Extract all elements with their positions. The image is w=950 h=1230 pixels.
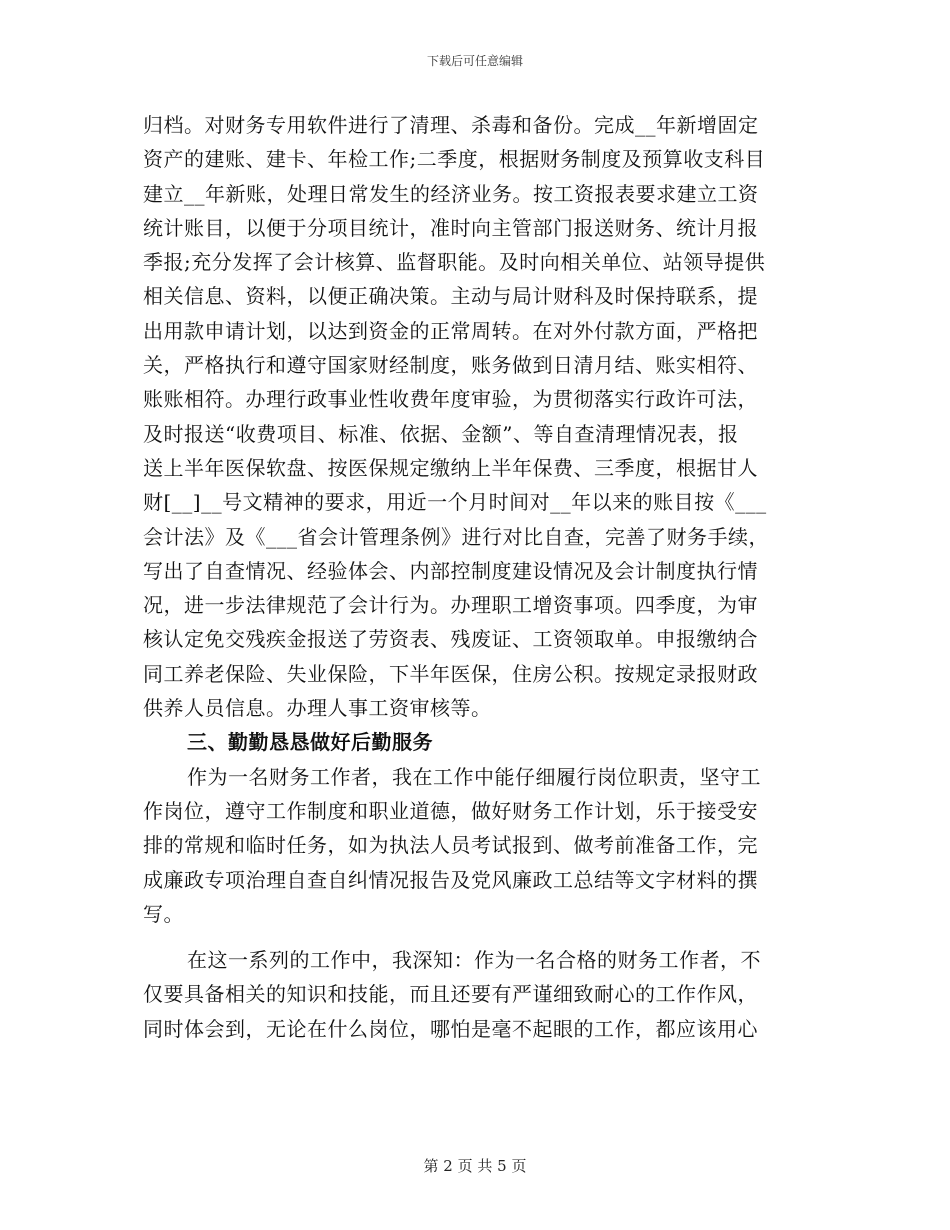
text-line: 财[__]__号文精神的要求，用近一个月时间对__年以来的账目按《___ — [143, 490, 767, 515]
text-line: 会计法》及《___省会计管理条例》进行对比自查，完善了财务手续， — [143, 524, 769, 549]
text-line: 写出了自查情况、经验体会、内部控制度建设情况及会计制度执行情 — [143, 558, 758, 583]
text-line: 相关信息、资料，以便正确决策。主动与局计财科及时保持联系，提 — [143, 284, 758, 309]
paragraph-3 — [143, 943, 807, 1046]
text-line: 况，进一步法律规范了会计行为。办理职工增资事项。四季度，为审 — [143, 593, 758, 618]
paragraph-gap — [143, 931, 807, 943]
text-line: 建立__年新账，处理日常发生的经济业务。按工资报表要求建立工资 — [143, 181, 759, 206]
text-line: 仅要具备相关的知识和技能，而且还要有严谨细致耐心的工作作风， — [143, 982, 758, 1007]
text-line: 及时报送“收费项目、标准、依据、金额”、等自查清理情况表，报 — [143, 421, 739, 446]
section-heading: 三、勤勤恳恳做好后勤服务 — [187, 730, 433, 755]
text-line: 统计账目，以便于分项目统计，准时向主管部门报送财务、统计月报 — [143, 215, 758, 240]
text-line: 季报;充分发挥了会计核算、监督职能。及时向相关单位、站领导提供 — [143, 250, 766, 275]
text-line: 出用款申请计划，以达到资金的正常周转。在对外付款方面，严格把 — [143, 318, 758, 343]
text-line: 同工养老保险、失业保险，下半年医保，住房公积。按规定录报财政 — [143, 661, 758, 686]
page-number: 第 2 页 共 5 页 — [423, 1157, 527, 1175]
text-line: 资产的建账、建卡、年检工作;二季度，根据财务制度及预算收支科目 — [143, 147, 766, 172]
text-line: 作为一名财务工作者，我在工作中能仔细履行岗位职责，坚守工 — [187, 764, 761, 789]
text-line: 关，严格执行和遵守国家财经制度，账务做到日清月结、账实相符、 — [143, 353, 758, 378]
text-line: 作岗位，遵守工作制度和职业道德，做好财务工作计划，乐于接受安 — [143, 798, 758, 823]
text-line: 写。 — [143, 901, 184, 926]
text-line: 核认定免交残疾金报送了劳资表、残废证、工资领取单。申报缴纳合 — [143, 627, 758, 652]
paragraph-1 — [143, 108, 807, 725]
text-line: 成廉政专项治理自查自纠情况报告及党风廉政工总结等文字材料的撰 — [143, 867, 758, 892]
text-line: 供养人员信息。办理人事工资审核等。 — [143, 696, 492, 721]
text-line: 排的常规和临时任务，如为执法人员考试报到、做考前准备工作，完 — [143, 833, 758, 858]
text-line: 送上半年医保软盘、按医保规定缴纳上半年保费、三季度，根据甘人 — [143, 455, 758, 480]
paragraph-2 — [143, 760, 807, 931]
text-line: 归档。对财务专用软件进行了清理、杀毒和备份。完成__年新增固定 — [143, 113, 759, 137]
text-line: 账账相符。办理行政事业性收费年度审验，为贯彻落实行政许可法， — [143, 387, 758, 412]
text-line: 同时体会到，无论在什么岗位，哪怕是毫不起眼的工作，都应该用心 — [143, 1016, 758, 1041]
page-header-note: 下载后可任意编辑 — [426, 54, 523, 68]
text-line: 在这一系列的工作中，我深知：作为一名合格的财务工作者，不 — [187, 948, 761, 973]
document-body — [143, 108, 807, 1046]
